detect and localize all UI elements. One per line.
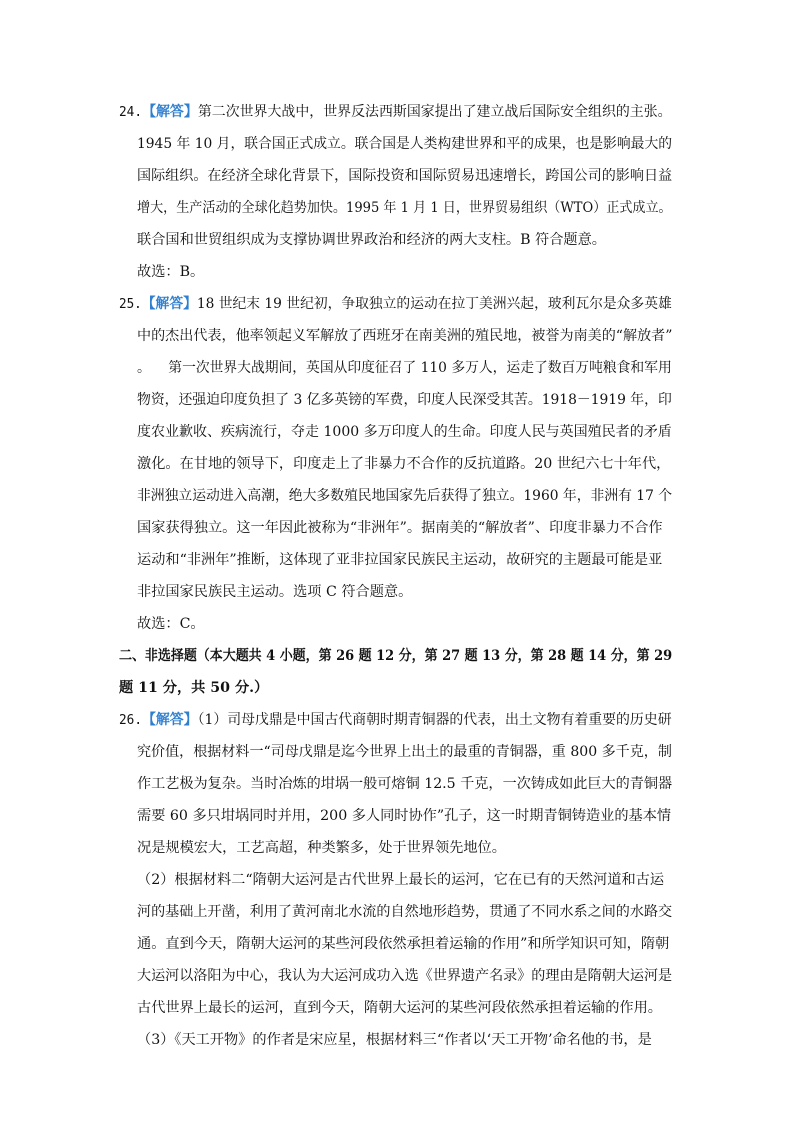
q24-answer-tag: 【解答】 [142,104,198,120]
q26-line: 大运河以洛阳为中心，我认为大运河成功入选《世界遗产名录》的理由是隋朝大运河是 [137,968,673,984]
q25-line: 中的杰出代表，他率领起义军解放了西班牙在南美洲的殖民地，被誉为南美的“解放者” [137,328,673,344]
q24-number: 24. [119,105,143,120]
q26-number: 26. [119,713,142,728]
q26-text: （1）司母戊鼎是中国古代商朝时期青铜器的代表，出土文物有着重要的历史研 [197,712,672,728]
q25-line: 。 第一次世界大战期间，英国从印度征召了 110 多万人，运走了数百万吨粮食和军用 [137,360,672,376]
q26-answer-tag: 【解答】 [141,712,198,728]
q25-line: 国家获得独立。这一年因此被称为“非洲年”。据南美的“解放者”、印度非暴力不合作 [137,520,663,536]
q26-part2-first-line: （2）根据材料二“隋朝大运河是古代世界上最长的运河，它在已有的天然河道和古运 [137,872,665,888]
q24-line: 联合国和世贸组织成为支撑协调世界政治和经济的两大支柱。B 符合题意。 [137,232,606,248]
q26-line: 况是规模宏大，工艺高超，种类繁多，处于世界领先地位。 [137,840,506,856]
q25-line: 非拉国家民族民主运动。选项 C 符合题意。 [137,584,413,600]
q24-line: 增大，生产活动的全球化趋势加快。1995 年 1 月 1 日，世界贸易组织（WTO）正式成立。 [137,200,672,216]
q26-line: 究价值，根据材料一“司母戊鼎是迄今世界上出土的最重的青铜器，重 800 多千克，制 [137,744,672,760]
q25-line: 非洲独立运动进入高潮，绝大多数殖民地国家先后获得了独立。1960 年，非洲有 17 个 [137,488,673,504]
q24-text: 第二次世界大战中，世界反法西斯国家提出了建立战后国际安全组织的主张。 [197,104,672,120]
q25-line: 激化。在甘地的领导下，印度走上了非暴力不合作的反抗道路。20 世纪六七十年代， [137,456,671,472]
q25-line: 运动和“非洲年”推断，这体现了亚非拉国家民族民主运动，故研究的主题最可能是亚 [137,552,663,568]
section2-heading-cont: 题 11 分，共 50 分.） [119,680,269,696]
q26-first-line [119,710,672,731]
q26-line: 作工艺极为复杂。当时冶炼的坩埚一般可熔铜 12.5 千克，一次铸成如此巨大的青铜器 [137,776,673,792]
q25-first-line [119,294,672,315]
q24-line: 国际组织。在经济全球化背景下，国际投资和国际贸易迅速增长，跨国公司的影响日益 [137,168,673,184]
q24-choice: 故选：B。 [137,264,205,280]
q25-answer-tag: 【解答】 [141,296,197,312]
q24-first-line [119,102,672,123]
q26-line: 通。直到今天，隋朝大运河的某些河段依然承担着运输的作用”和所学知识可知，隋朝 [137,936,670,952]
q25-line: 度农业歉收、疾病流行，夺走 1000 多万印度人的生命。印度人民与英国殖民者的矛盾 [137,424,672,440]
q25-choice: 故选：C。 [137,616,205,632]
q26-line: 河的基础上开凿，利用了黄河南北水流的自然地形趋势，贯通了不同水系之间的水路交 [137,904,673,920]
q26-part3-first-line: （3）《天工开物》的作者是宋应星，根据材料三“作者以‘天工开物’命名他的书，是 [137,1032,652,1048]
q26-line: 古代世界上最长的运河，直到今天，隋朝大运河的某些河段依然承担着运输的作用。 [137,1000,662,1016]
q25-line: 物资，还强迫印度负担了 3 亿多英镑的军费，印度人民深受其苦。1918－1919 年，印 [137,392,672,408]
q25-text: 18 世纪末 19 世纪初，争取独立的运动在拉丁美洲兴起，玻利瓦尔是众多英雄 [196,296,672,312]
section2-heading: 二、非选择题（本大题共 4 小题，第 26 题 12 分，第 27 题 13 分，第 28 题 14 分，第 29 [119,648,673,664]
q24-line: 1945 年 10 月，联合国正式成立。联合国是人类构建世界和平的成果，也是影响最大的 [137,136,673,152]
q25-number: 25. [119,297,142,312]
q26-line: 需要 60 多只坩埚同时并用，200 多人同时协作”孔子，这一时期青铜铸造业的基本情 [137,808,672,824]
